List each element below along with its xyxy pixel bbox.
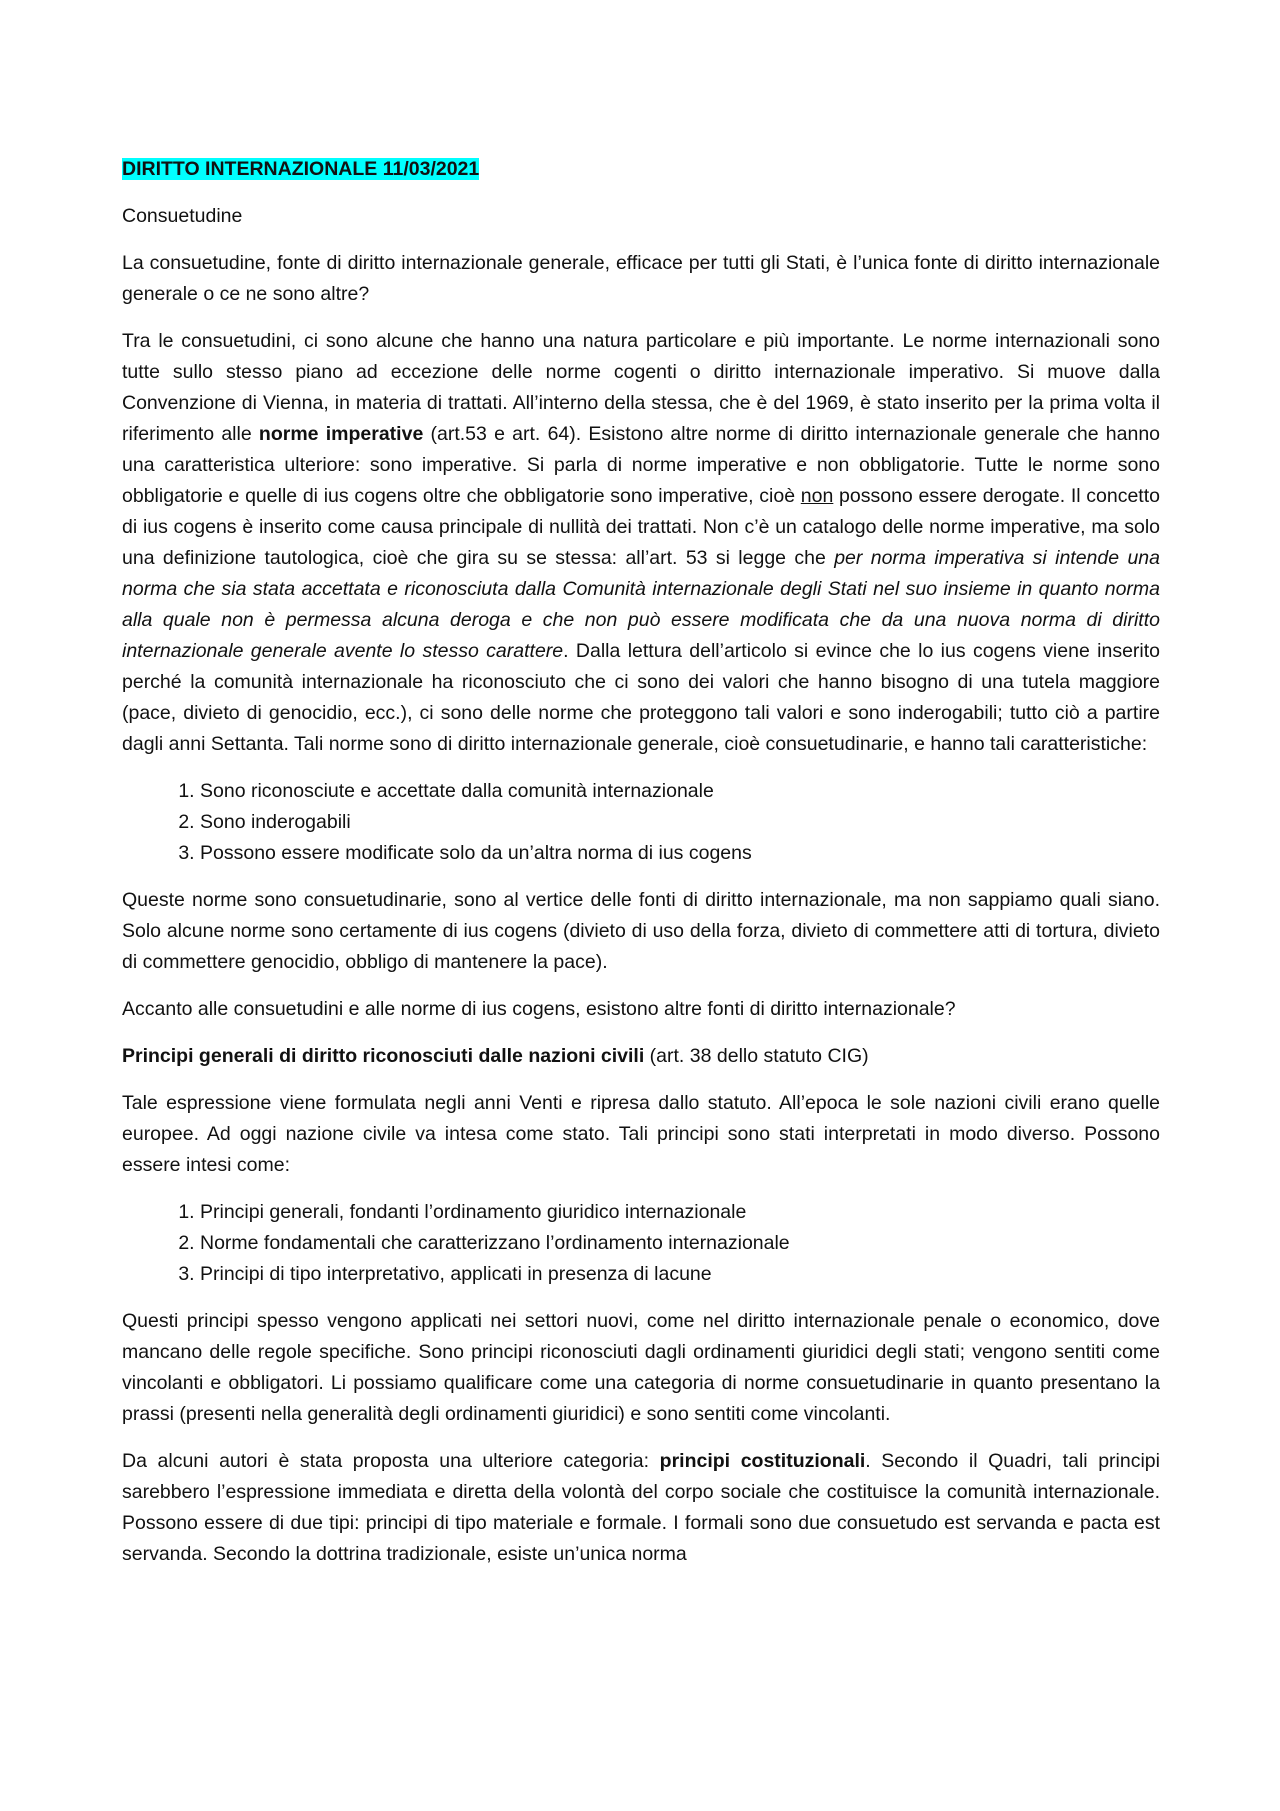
underlined-non: non — [800, 485, 834, 507]
section-heading-consuetudine: Consuetudine — [122, 205, 243, 227]
list-item: 1. Sono riconosciute e accettate dalla comunità internazionale — [200, 776, 1160, 807]
paragraph-settori-nuovi: Questi principi spesso vengono applicati nei settori nuovi, come nel diritto internazionale penale o economico, dove mancano delle regole specifiche. Sono principi riconosciuti dagli ordinamenti giuridici degli stati; vengono sentiti come vincolanti e obbligatori. Li possiamo qualificare come una categoria di norme consuetudinarie in quanto presentano la prassi (presenti nella generalità degli ordinamenti giuridici) e sono sentiti come vincolanti. — [122, 1310, 1160, 1425]
bold-principi-costituzionali: principi costituzionali — [659, 1450, 866, 1472]
list-item: 1. Principi generali, fondanti l’ordinamento giuridico internazionale — [200, 1197, 1160, 1228]
title-highlight: DIRITTO INTERNAZIONALE 11/03/2021 — [122, 158, 480, 180]
bold-norme-imperative: norme imperative — [258, 423, 424, 445]
list-item: 3. Possono essere modificate solo da un’altra norma di ius cogens — [200, 838, 1160, 869]
list-characteristics — [122, 776, 1160, 869]
italic-definition-art-53: per norma imperativa si intende una norma che sia stata accettata e riconosciuta dalla Comunità internazionale degli Stati nel suo insieme in quanto norma alla quale non è permessa alcuna deroga e che non può essere modificata che da una nuova norma di diritto internazionale generale avente lo stesso carattere — [122, 547, 1160, 662]
paragraph-intro: La consuetudine, fonte di diritto internazionale generale, efficace per tutti gli Stati, è l’unica fonte di diritto internazionale generale o ce ne sono altre? — [122, 252, 1160, 305]
list-interpretations — [122, 1197, 1160, 1290]
paragraph-question-fonti: Accanto alle consuetudini e alle norme di ius cogens, esistono altre fonti di diritto internazionale? — [122, 998, 956, 1020]
document-title — [122, 154, 1160, 185]
paragraph-espressione: Tale espressione viene formulata negli anni Venti e ripresa dallo statuto. All’epoca le sole nazioni civili erano quelle europee. Ad oggi nazione civile va intesa come stato. Tali principi sono stati interpretati in modo diverso. Possono essere intesi come: — [122, 1092, 1160, 1176]
list-item: 2. Norme fondamentali che caratterizzano l’ordinamento internazionale — [200, 1228, 1160, 1259]
section-heading-principi-generali: Principi generali di diritto riconosciuti dalle nazioni civili (art. 38 dello statuto CIG) — [122, 1045, 869, 1067]
bold-principi-generali: Principi generali di diritto riconosciuti dalle nazioni civili — [122, 1045, 645, 1067]
paragraph-consuetudinarie: Queste norme sono consuetudinarie, sono al vertice delle fonti di diritto internazionale, ma non sappiamo quali siano. Solo alcune norme sono certamente di ius cogens (divieto di uso della forza, divieto di commettere atti di tortura, divieto di commettere genocidio, obbligo di mantenere la pace). — [122, 889, 1160, 973]
list-item: 3. Principi di tipo interpretativo, applicati in presenza di lacune — [200, 1259, 1160, 1290]
list-item: 2. Sono inderogabili — [200, 807, 1160, 838]
paragraph-ius-cogens: Tra le consuetudini, ci sono alcune che hanno una natura particolare e più importante. Le norme internazionali sono tutte sullo stesso piano ad eccezione delle norme cogenti o diritto internazionale imperativo. Si muove dalla Convenzione di Vienna, in materia di trattati. All’interno della stessa, che è del 1969, è stato inserito per la prima volta il riferimento alle norme imperative (art.53 e art. 64). Esistono altre norme di diritto internazionale generale che hanno una caratteristica ulteriore: sono imperative. Si parla di norme imperative e non obbligatorie. Tutte le norme sono obbligatorie e quelle di ius cogens oltre che obbligatorie sono imperative, cioè non possono essere derogate. Il concetto di ius cogens è inserito come causa principale di nullità dei trattati. Non c’è un catalogo delle norme imperative, ma solo una definizione tautologica, cioè che gira su se stessa: all’art. 53 si legge che per norma imperativa si intende una norma che sia stata accettata e riconosciuta dalla Comunità internazionale degli Stati nel suo insieme in quanto norma alla quale non è permessa alcuna deroga e che non può essere modificata che da una nuova norma di diritto internazionale generale avente lo stesso carattere. Dalla lettura dell’articolo si evince che lo ius cogens viene inserito perché la comunità internazionale ha riconosciuto che ci sono dei valori che hanno bisogno di una tutela maggiore (pace, divieto di genocidio, ecc.), ci sono delle norme che proteggono tali valori e sono inderogabili; tutto ciò a partire dagli anni Settanta. Tali norme sono di diritto internazionale generale, cioè consuetudinarie, e hanno tali caratteristiche: — [122, 330, 1161, 755]
paragraph-principi-costituzionali: Da alcuni autori è stata proposta una ulteriore categoria: principi costituzionali. Secondo il Quadri, tali principi sarebbero l’espressione immediata e diretta della volontà del corpo sociale che costituisce la comunità internazionale. Possono essere di due tipi: principi di tipo materiale e formale. I formali sono due consuetudo est servanda e pacta est servanda. Secondo la dottrina tradizionale, esiste un’unica norma — [122, 1450, 1160, 1565]
